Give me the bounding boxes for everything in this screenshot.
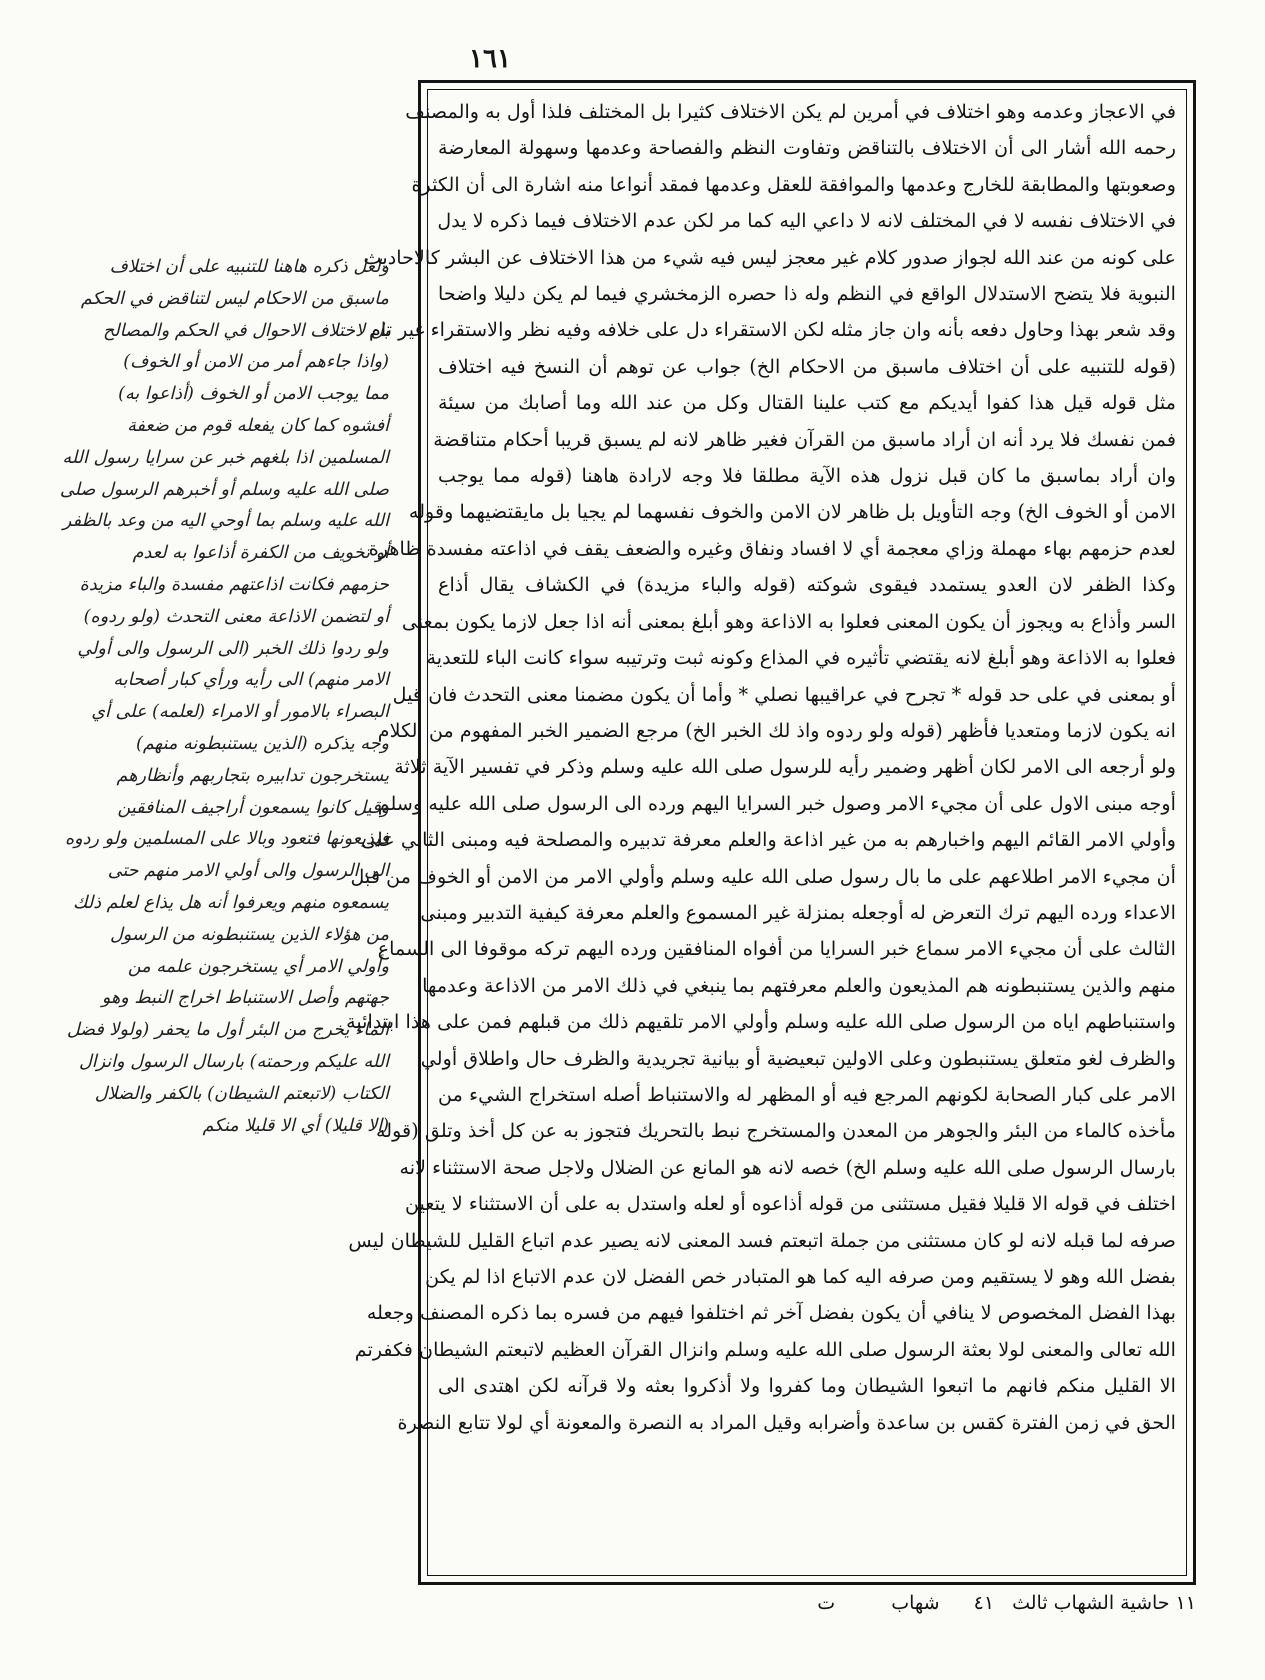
margin-gloss-text [59, 252, 389, 1142]
main-text-line: الاعداء ورده اليهم ترك التعرض له أوجعله بمنزلة غير المسموع والعلم معرفة كيفية التدبير ومبنى [420, 900, 1176, 924]
margin-note-line: (واذا جاءهم أمر من الامن أو الخوف) [123, 352, 389, 373]
margin-note-line: صلى الله عليه وسلم أو أخبرهم الرسول صلى [59, 479, 389, 500]
margin-note-line: الماء يخرج من البئر أول ما يحفر (ولولا فضل [66, 1020, 389, 1041]
margin-note-line: ولو ردوا ذلك الخبر (الى الرسول والى أولي [77, 638, 389, 659]
margin-note-line: مما يوجب الامن أو الخوف (أذاعوا به) [118, 384, 389, 405]
main-text-line: بهذا الفضل المخصوص لا ينافي أن يكون بفضل آخر ثم اختلفوا فيهم من فسره بما ذكره المصنف وجعله [366, 1301, 1176, 1325]
main-text-line: لعدم حزمهم بهاء مهملة وزاي معجمة أي لا افساد ونفاق وغيره والضعف يقف في اذاعته مفسدة ظاهرة [368, 536, 1176, 560]
main-text-line: واستنباطهم اياه من الرسول صلى الله عليه وسلم وأولي الامر تلقيهم ذلك من قبلهم فمن على هذا ابتدائية [346, 1010, 1176, 1034]
margin-note-line: الكتاب (لاتبعتم الشيطان) بالكفر والضلال [94, 1083, 389, 1104]
margin-note-line: يسمعوه منهم ويعرفوا أنه هل يذاع لعلم ذلك [73, 892, 389, 913]
main-text-line: اختلف في قوله الا قليلا فقيل مستثنى من قوله أذاعوه أو لعله واستدل به على أن الاستثناء لا يتعين [404, 1192, 1176, 1216]
main-text-line: (قوله للتنبيه على أن اختلاف ماسبق من الاحكام الخ) جواب عن توهم أن النسخ فيه اختلاف [438, 354, 1176, 378]
main-text-line: أوجه مبنى الاول على أن مجيء الامر وصول خبر السرايا اليهم ورده الى الرسول صلى الله عليه وسلم [377, 791, 1176, 815]
margin-note-line: حزمهم فكانت اذاعتهم مفسدة والباء مزيدة [79, 574, 389, 595]
main-text-line: في الاعجاز وعدمه وهو اختلاف في أمرين لم يكن الاختلاف كثيرا بل المختلف فلذا أول به والمصنف [405, 100, 1176, 123]
page-number: ١٦١ [469, 44, 511, 74]
main-text-line: بارسال الرسول صلى الله عليه وسلم الخ) خصه لانه هو المانع عن الضلال ولاجل صحة الاستثناء لانه [399, 1155, 1176, 1179]
margin-note-line: من هؤلاء الذين يستنبطونه من الرسول [110, 924, 389, 945]
main-text-inner-frame [346, 89, 1187, 1576]
main-text-line: مثل قوله قيل هذا كفوا أيديكم مع كتب علينا القتال وكل من عند الله وما أصابك من سيئة [438, 391, 1176, 415]
margin-note-line: وجه يذكره (الذين يستنبطونه منهم) [135, 733, 389, 754]
main-text-line: رحمه الله أشار الى أن الاختلاف بالتناقض وتفاوت النظم والفصاحة وعدمها وسهولة المعارضة [438, 136, 1176, 160]
main-text-line: السر وأذاع به ويجوز أن يكون المعنى فعلوا به الاذاعة وهو أبلغ بمعنى أنه اذا جعل لازما يكون بمعنى [401, 609, 1176, 633]
main-text-line: وقد شعر بهذا وحاول دفعه بأنه وان جاز مثله لكن الاستقراء دل على خلافه وفيه نظر والاستقراء غير تام [368, 318, 1176, 342]
margin-note-line: جهتهم وأصل الاستنباط اخراج النبط وهو [101, 988, 389, 1009]
main-text-line: انه يكون لازما ومتعديا فأظهر (قوله ولو ردوه واذ لك الخبر الخ) مرجع الضمير الخبر المفهوم من الكلام [377, 718, 1176, 742]
margin-note-line: المسلمين اذا بلغهم خبر عن سرايا رسول الله [62, 447, 389, 468]
margin-note-line: (الا قليلا) أي الا قليلا منكم [202, 1115, 389, 1136]
margin-note-line: الامر منهم) الى رأيه ورأي كبار أصحابه [113, 670, 389, 691]
margin-note-line: الله عليه وسلم بما أوحي اليه من وعد بالظفر [62, 511, 389, 532]
margin-note-line: ولعل ذكره هاهنا للتنبيه على أن اختلاف [109, 257, 389, 277]
main-text-frame [346, 80, 1196, 1585]
footer-signature: ١١ حاشية الشهاب ثالث [1012, 1592, 1196, 1614]
main-text-line: ولو أرجعه الى الامر لكان أظهر وضمير رأيه للرسول صلى الله عليه وسلم وذكر في تفسير الآية ثلاثة [394, 755, 1176, 779]
margin-note-line: وقيل كانوا يسمعون أراجيف المنافقين [117, 797, 389, 818]
margin-note-line: أو تخويف من الكفرة أذاعوا به لعدم [132, 543, 389, 564]
main-text-line: الا القليل منكم فانهم ما اتبعوا الشيطان وما كفروا ولا أذكروا بعثه ولا قرآنه لكن اهتدى الى [438, 1374, 1176, 1398]
margin-note-line: أفشوه كما كان يفعله قوم من ضعفة [127, 415, 389, 436]
main-text-line: صرفه لما قبله لانه لو كان مستثنى من جملة اتبعتم فسد المعنى لانه يصير عدم اتباع القليل للشيطان ليس [348, 1228, 1176, 1252]
main-text-line: الحق في زمن الفترة كقس بن ساعدة وأضرابه وقيل المراد به النصرة والمعونة أي لولا تتابع النصرة [397, 1410, 1176, 1434]
main-text-line: النبوية فلا يتضح الاستدلال الواقع في النظم وله ذا حصره الزمخشري فيما لم يكن دليلا واضحا [438, 282, 1176, 306]
main-text-line: الامن أو الخوف الخ) وجه التأويل بل ظاهر لان الامن والخوف نفسهما لم يجيا بل مايقتضيهما وقوله [408, 500, 1176, 524]
main-text-line: فعلوا به الاذاعة وهو أبلغ لانه يقتضي تأثيره في المذاع وكونه ثبت وترتيبه سواء كانت الباء للتعدية [426, 646, 1176, 670]
margin-note-line: البصراء بالامور أو الامراء (لعلمه) على أي [91, 702, 389, 723]
margin-note-line: وأولي الامر أي يستخرجون علمه من [127, 956, 389, 977]
main-text-line: مأخذه كالماء من البئر والجوهر من المعدن والمستخرج نبط بالتحريك فتجوز به عن كل أخذ وتلق (قوله [376, 1119, 1176, 1143]
margin-note-line: ماسبق من الاحكام ليس لتناقض في الحكم [80, 288, 389, 309]
main-commentary-text [346, 94, 1176, 1441]
main-text-line: وأولي الامر القائم اليهم واخبارهم به من غير اذاعة والعلم معرفة تدبيره والمصلحة فيه ومبنى الثاني على [360, 828, 1176, 852]
main-text-line: بفضل الله وهو لا يستقيم ومن صرفه اليه كما هو المتبادر خص الفضل لان عدم الاتباع اذا لم يكن [425, 1265, 1176, 1288]
main-text-line: منهم والذين يستنبطونه هم المذيعون والعلم معرفتهم بما ينبغي في ذلك الامر من الاذاعة وعدمها [422, 973, 1176, 997]
main-text-line: وان أراد بماسبق ما كان قبل نزول هذه الآية مطلقا فلا وجه لارادة هاهنا (قوله مما يوجب [438, 464, 1176, 488]
main-text-line: والظرف لغو متعلق يستنبطون وعلى الاولين تبعيضية أو بيانية تجريدية والظرف حال واطلاق أولي [420, 1046, 1176, 1070]
footer-sheet-label: شهاب [891, 1592, 940, 1614]
margin-note-line: فيذيعونها فتعود وبالا على المسلمين ولو ردوه [64, 829, 389, 850]
main-text-line: أو بمعنى في على حد قوله * تجرح في عراقيبها نصلي * وأما أن يكون مضمنا معنى التحدث فان قيل [392, 682, 1176, 706]
margin-note-line: يستخرجون تدابيره بتجاربهم وأنظارهم [116, 765, 389, 786]
main-text-line: الله تعالى والمعنى لولا بعثة الرسول صلى الله عليه وسلم وانزال القرآن العظيم لاتبعتم الشيطان فكفرتم [354, 1337, 1176, 1361]
main-text-line: أن مجيء الامر اطلاعهم على ما بال رسول صلى الله عليه وسلم وأولي الامر من الامن أو الخوف من قبل [350, 864, 1176, 888]
main-text-line: وصعوبتها والمطابقة للخارج وعدمها والموافقة للعقل وعدمها فمقد أنواعا منه اشارة الى أن الكثرة [411, 172, 1176, 196]
margin-note-line: الله عليكم ورحمته) بارسال الرسول وانزال [78, 1051, 389, 1072]
footer-short-mark: ت [817, 1592, 836, 1614]
main-text-line: وكذا الظفر لان العدو يستمدد فيقوى شوكته (قوله والباء مزيدة) في الكشاف يقال أذاع [438, 573, 1176, 597]
margin-note-line: أو لتضمن الاذاعة معنى التحدث (ولو ردوه) [83, 606, 389, 627]
main-text-line: فمن نفسك فلا يرد أنه ان أراد ماسبق من القرآن فغير ظاهر لانه لم يسبق قريبا أحكام متناقضة [433, 427, 1176, 451]
footer-volume-number: ٤١ [973, 1592, 995, 1614]
margin-note-line: الى الرسول والى أولي الامر منهم حتى [107, 861, 389, 882]
main-text-line: الثالث على أن مجيء الامر سماع خبر السرايا من أفواه المنافقين ورده اليهم تركه موقوفا الى السماع [377, 937, 1176, 961]
main-text-line: على كونه من عند الله لجواز صدور كلام غير معجز ليس فيه شيء من هذا الاختلاف عن البشر كالاحاديث [363, 245, 1176, 269]
main-text-line: الامر على كبار الصحابة لكونهم المرجع فيه أو المظهر له والاستنباط أصله استخراج الشيء من [438, 1082, 1176, 1106]
page-footer [560, 1592, 1196, 1614]
main-text-line: في الاختلاف نفسه لا في المختلف لانه لا داعي اليه كما مر لكن عدم الاختلاف فيما ذكره لا يدل [437, 209, 1176, 233]
margin-note-line: بل لاختلاف الاحوال في الحكم والمصالح [102, 320, 389, 341]
